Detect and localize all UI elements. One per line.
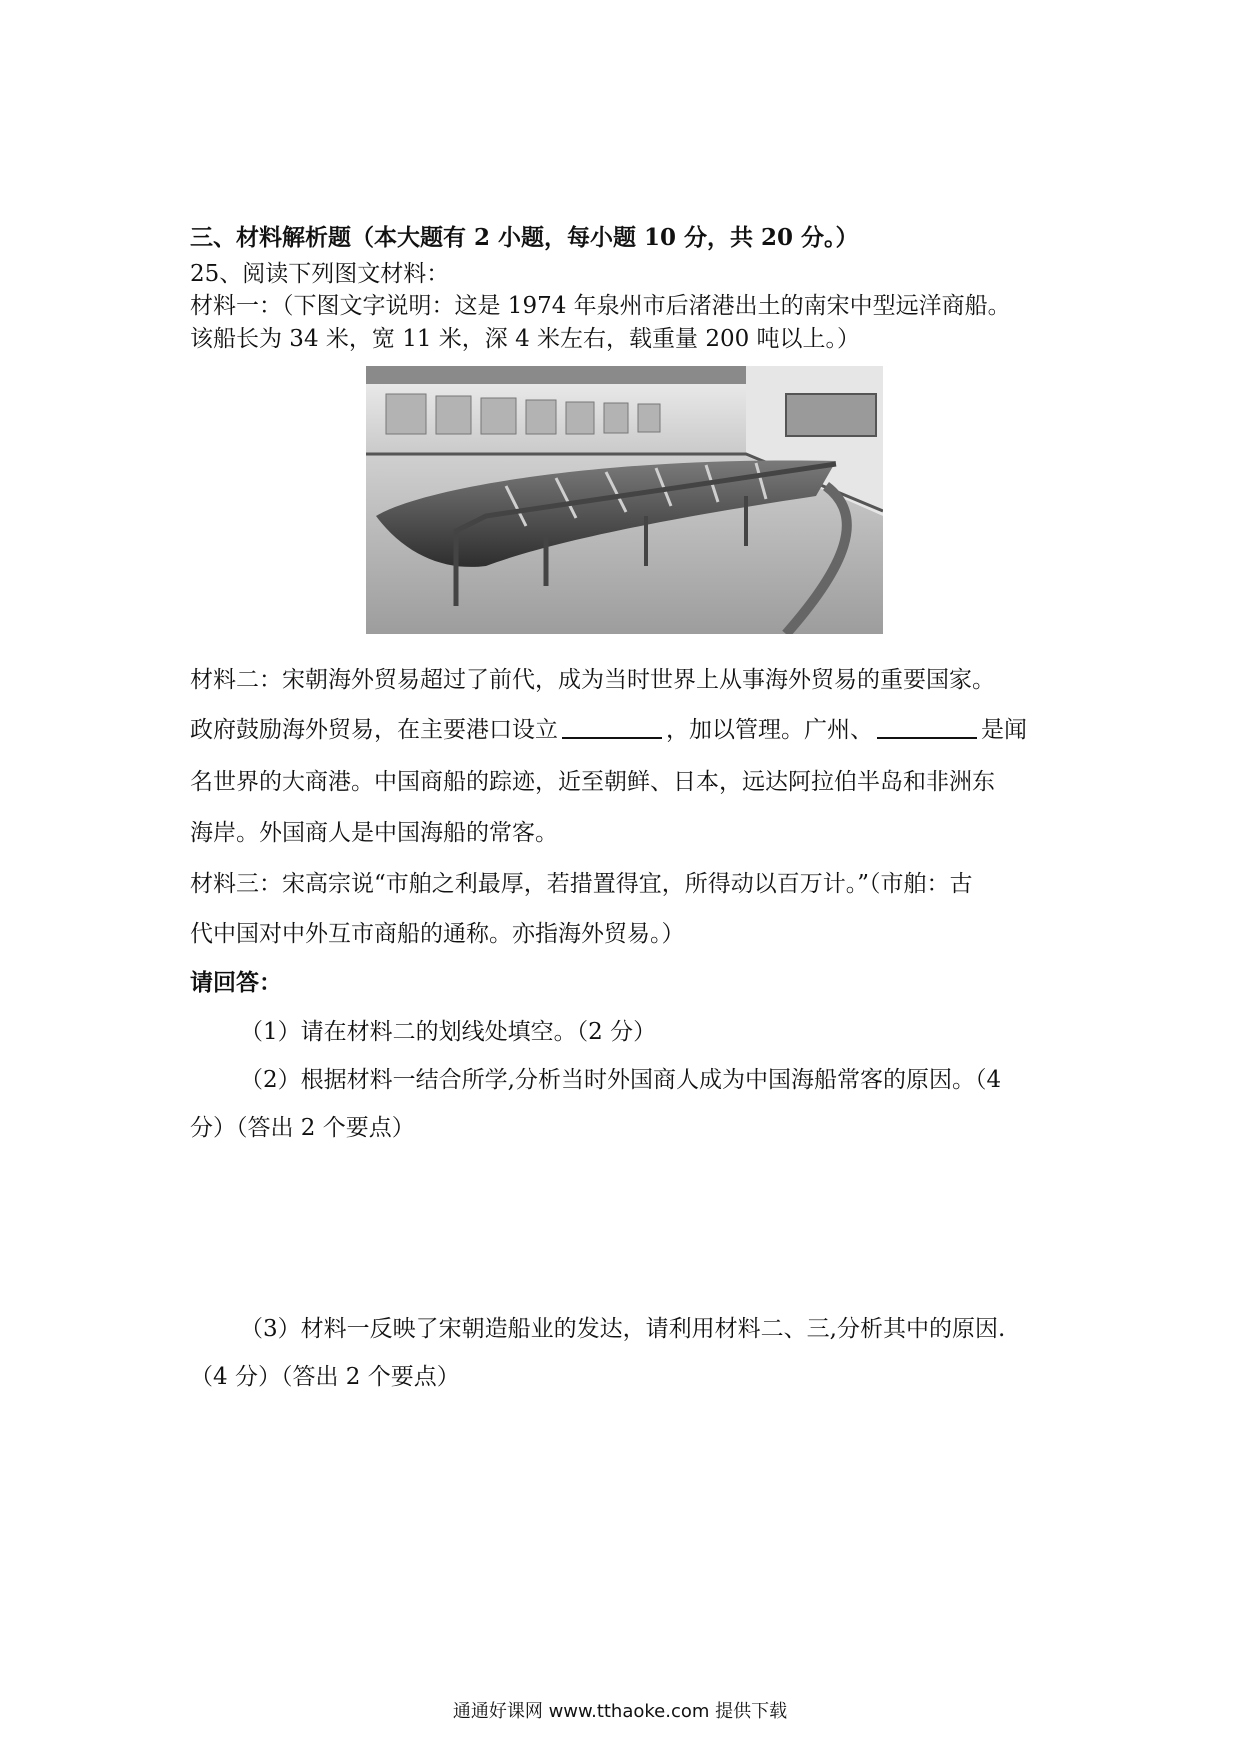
answer-prompt: 请回答： xyxy=(190,969,282,996)
material1-line2: 该船长为 34 米，宽 11 米，深 4 米左右，载重量 200 吨以上。） xyxy=(190,326,861,352)
material2-line2-part-c: 是闻 xyxy=(981,717,1027,743)
sub-question-2-line2: 分）（答出 2 个要点） xyxy=(190,1115,415,1141)
sub-question-3-line2: （4 分）（答出 2 个要点） xyxy=(190,1364,460,1390)
section-heading: 三、材料解析题（本大题有 2 小题，每小题 10 分，共 20 分。） xyxy=(190,224,859,251)
material2-line2 xyxy=(190,714,1027,746)
material1-line1: 材料一：（下图文字说明：这是 1974 年泉州市后渚港出土的南宋中型远洋商船。 xyxy=(190,293,1011,319)
material3-line1: 材料三：宋高宗说“市舶之利最厚，若措置得宜，所得动以百万计。”（市舶：古 xyxy=(190,871,973,897)
page-footer: 通通好课网 www.tthaoke.com 提供下载 xyxy=(452,1701,788,1722)
ship-photo xyxy=(366,366,883,634)
material2-line2-part-a: 政府鼓励海外贸易，在主要港口设立 xyxy=(190,717,558,743)
material2-line1: 材料二：宋朝海外贸易超过了前代，成为当时世界上从事海外贸易的重要国家。 xyxy=(190,667,995,693)
material3-line2: 代中国对中外互市商船的通称。亦指海外贸易。） xyxy=(190,921,685,947)
material2-line2-part-b: ，加以管理。广州、 xyxy=(666,717,873,743)
sub-question-1: （1）请在材料二的划线处填空。（2 分） xyxy=(240,1019,657,1045)
material2-line3: 名世界的大商港。中国商船的踪迹，近至朝鲜、日本，远达阿拉伯半岛和非洲东 xyxy=(190,769,995,795)
sub-question-3-line1: （3）材料一反映了宋朝造船业的发达，请利用材料二、三,分析其中的原因. xyxy=(240,1316,1006,1342)
fill-blank-2[interactable] xyxy=(877,715,977,739)
question-intro: 25、阅读下列图文材料： xyxy=(190,261,450,287)
material2-line4: 海岸。外国商人是中国海船的常客。 xyxy=(190,820,558,846)
ship-photo-image xyxy=(366,366,883,634)
sub-question-2-line1: （2）根据材料一结合所学,分析当时外国商人成为中国海船常客的原因。（4 xyxy=(240,1067,1002,1093)
fill-blank-1[interactable] xyxy=(562,715,662,739)
